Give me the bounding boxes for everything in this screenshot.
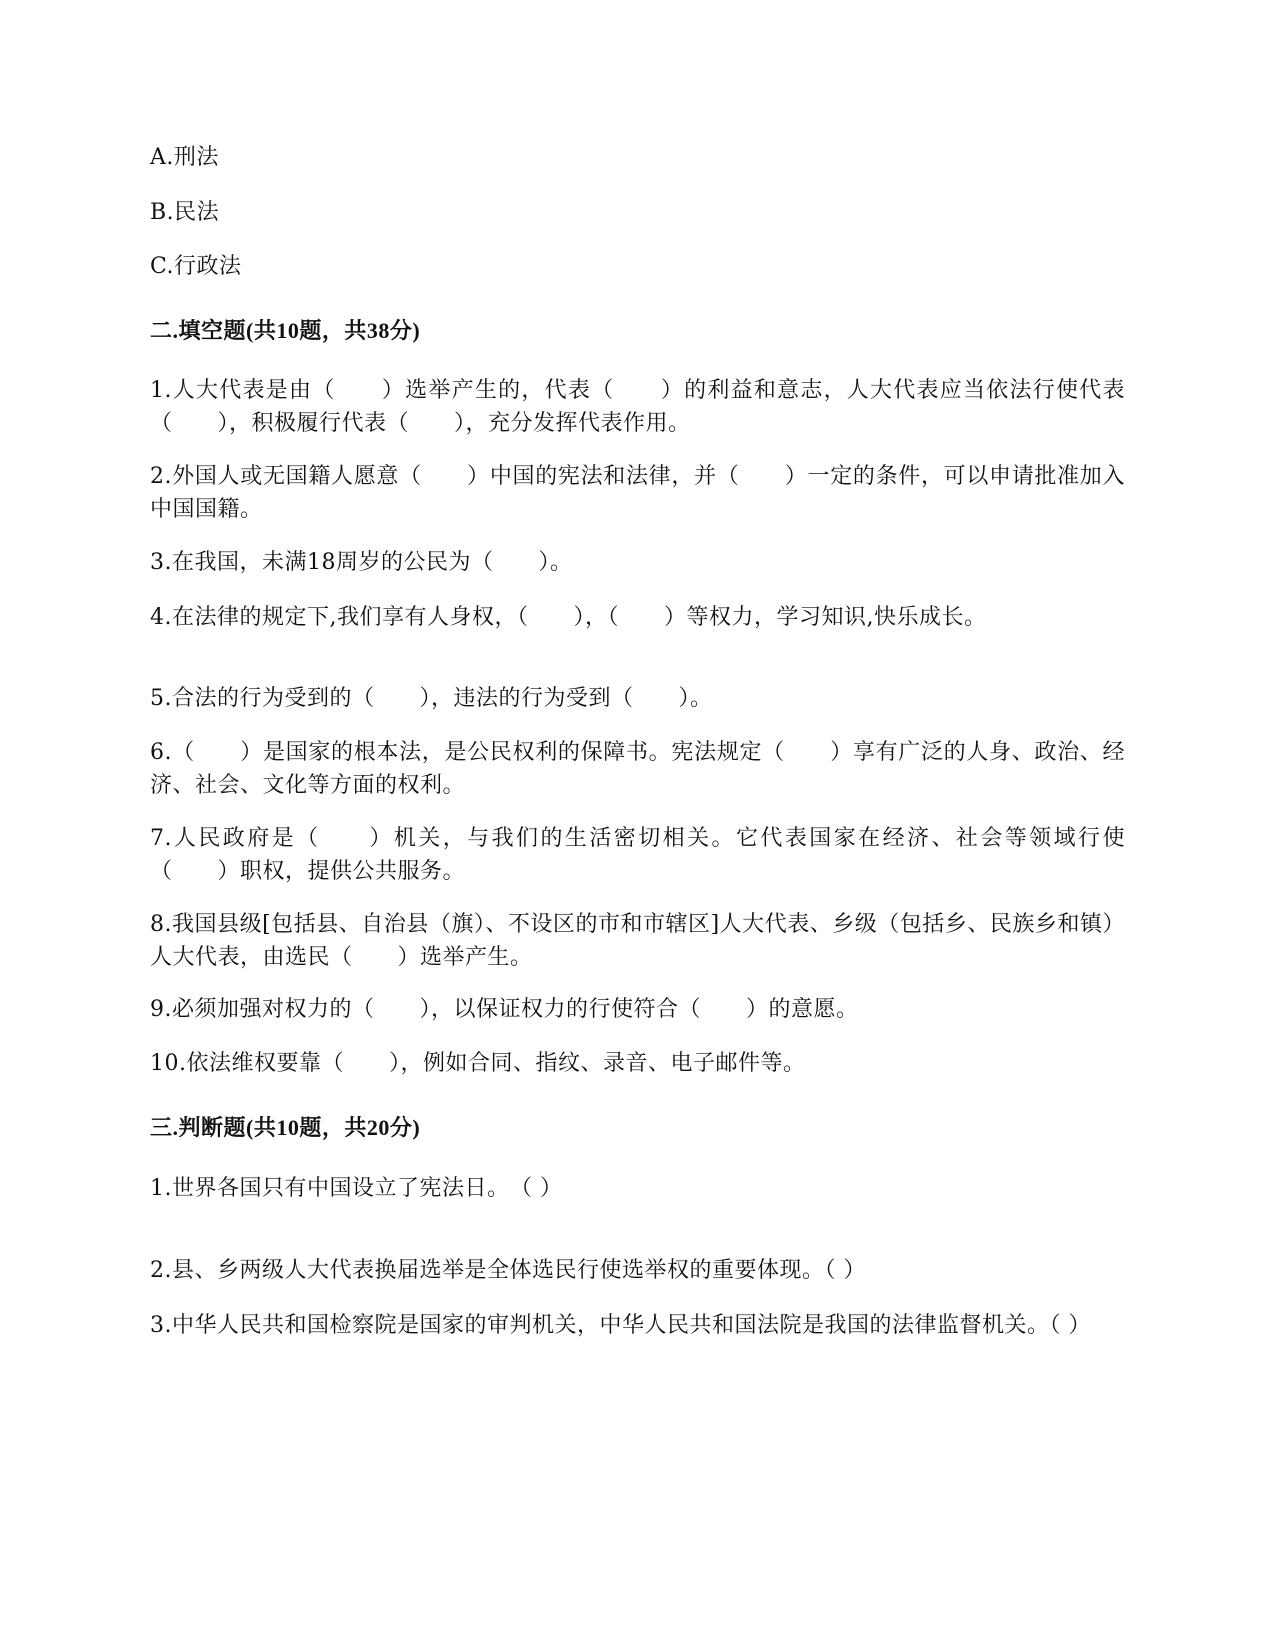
true-false-question-1: 1.世界各国只有中国设立了宪法日。 （ ）: [150, 1176, 563, 1201]
fill-blank-question-5: 5.合法的行为受到的（ ），违法的行为受到（ ）。: [150, 686, 713, 711]
fill-blank-question-6: 6.（ ）是国家的根本法，是公民权利的保障书。宪法规定（ ）享有广泛的人身、政治、经济、社会、文化等方面的权利。: [150, 740, 1125, 798]
true-false-question-2: 2.县、乡两级人大代表换届选举是全体选民行使选举权的重要体现。（ ）: [150, 1258, 866, 1283]
fill-blank-question-7: 7.人民政府是（ ）机关，与我们的生活密切相关。它代表国家在经济、社会等领域行使（ ）职权，提供公共服务。: [150, 826, 1125, 884]
fill-blank-question-9: 9.必须加强对权力的（ ），以保证权力的行使符合（ ）的意愿。: [150, 997, 859, 1022]
fill-blank-question-2: 2.外国人或无国籍人愿意（ ）中国的宪法和法律，并（ ）一定的条件，可以申请批准加入中国国籍。: [150, 464, 1125, 522]
fill-blank-question-1: 1.人大代表是由（ ）选举产生的，代表（ ）的利益和意志，人大代表应当依法行使代表（ ），积极履行代表（ ），充分发挥代表作用。: [150, 378, 1125, 436]
section-heading-true-false: 三.判断题(共10题，共20分): [150, 1115, 421, 1140]
option-b: B.民法: [150, 200, 220, 225]
fill-blank-question-10: 10.依法维权要靠（ ），例如合同、指纹、录音、电子邮件等。: [150, 1051, 806, 1076]
fill-blank-question-3: 3.在我国，未满18周岁的公民为（ ）。: [150, 550, 573, 575]
true-false-question-3: 3.中华人民共和国检察院是国家的审判机关，中华人民共和国法院是我国的法律监督机关。（ ）: [150, 1313, 1091, 1338]
option-a: A.刑法: [150, 145, 219, 170]
section-heading-fill-blank: 二.填空题(共10题，共38分): [150, 318, 421, 343]
option-c: C.行政法: [150, 254, 242, 279]
fill-blank-question-4: 4.在法律的规定下,我们享有人身权，（ ），（ ）等权力，学习知识,快乐成长。: [150, 605, 987, 630]
fill-blank-question-8: 8.我国县级[包括县、自治县（旗）、不设区的市和市辖区]人大代表、乡级（包括乡、民族乡和镇）人大代表，由选民（ ）选举产生。: [150, 912, 1125, 970]
